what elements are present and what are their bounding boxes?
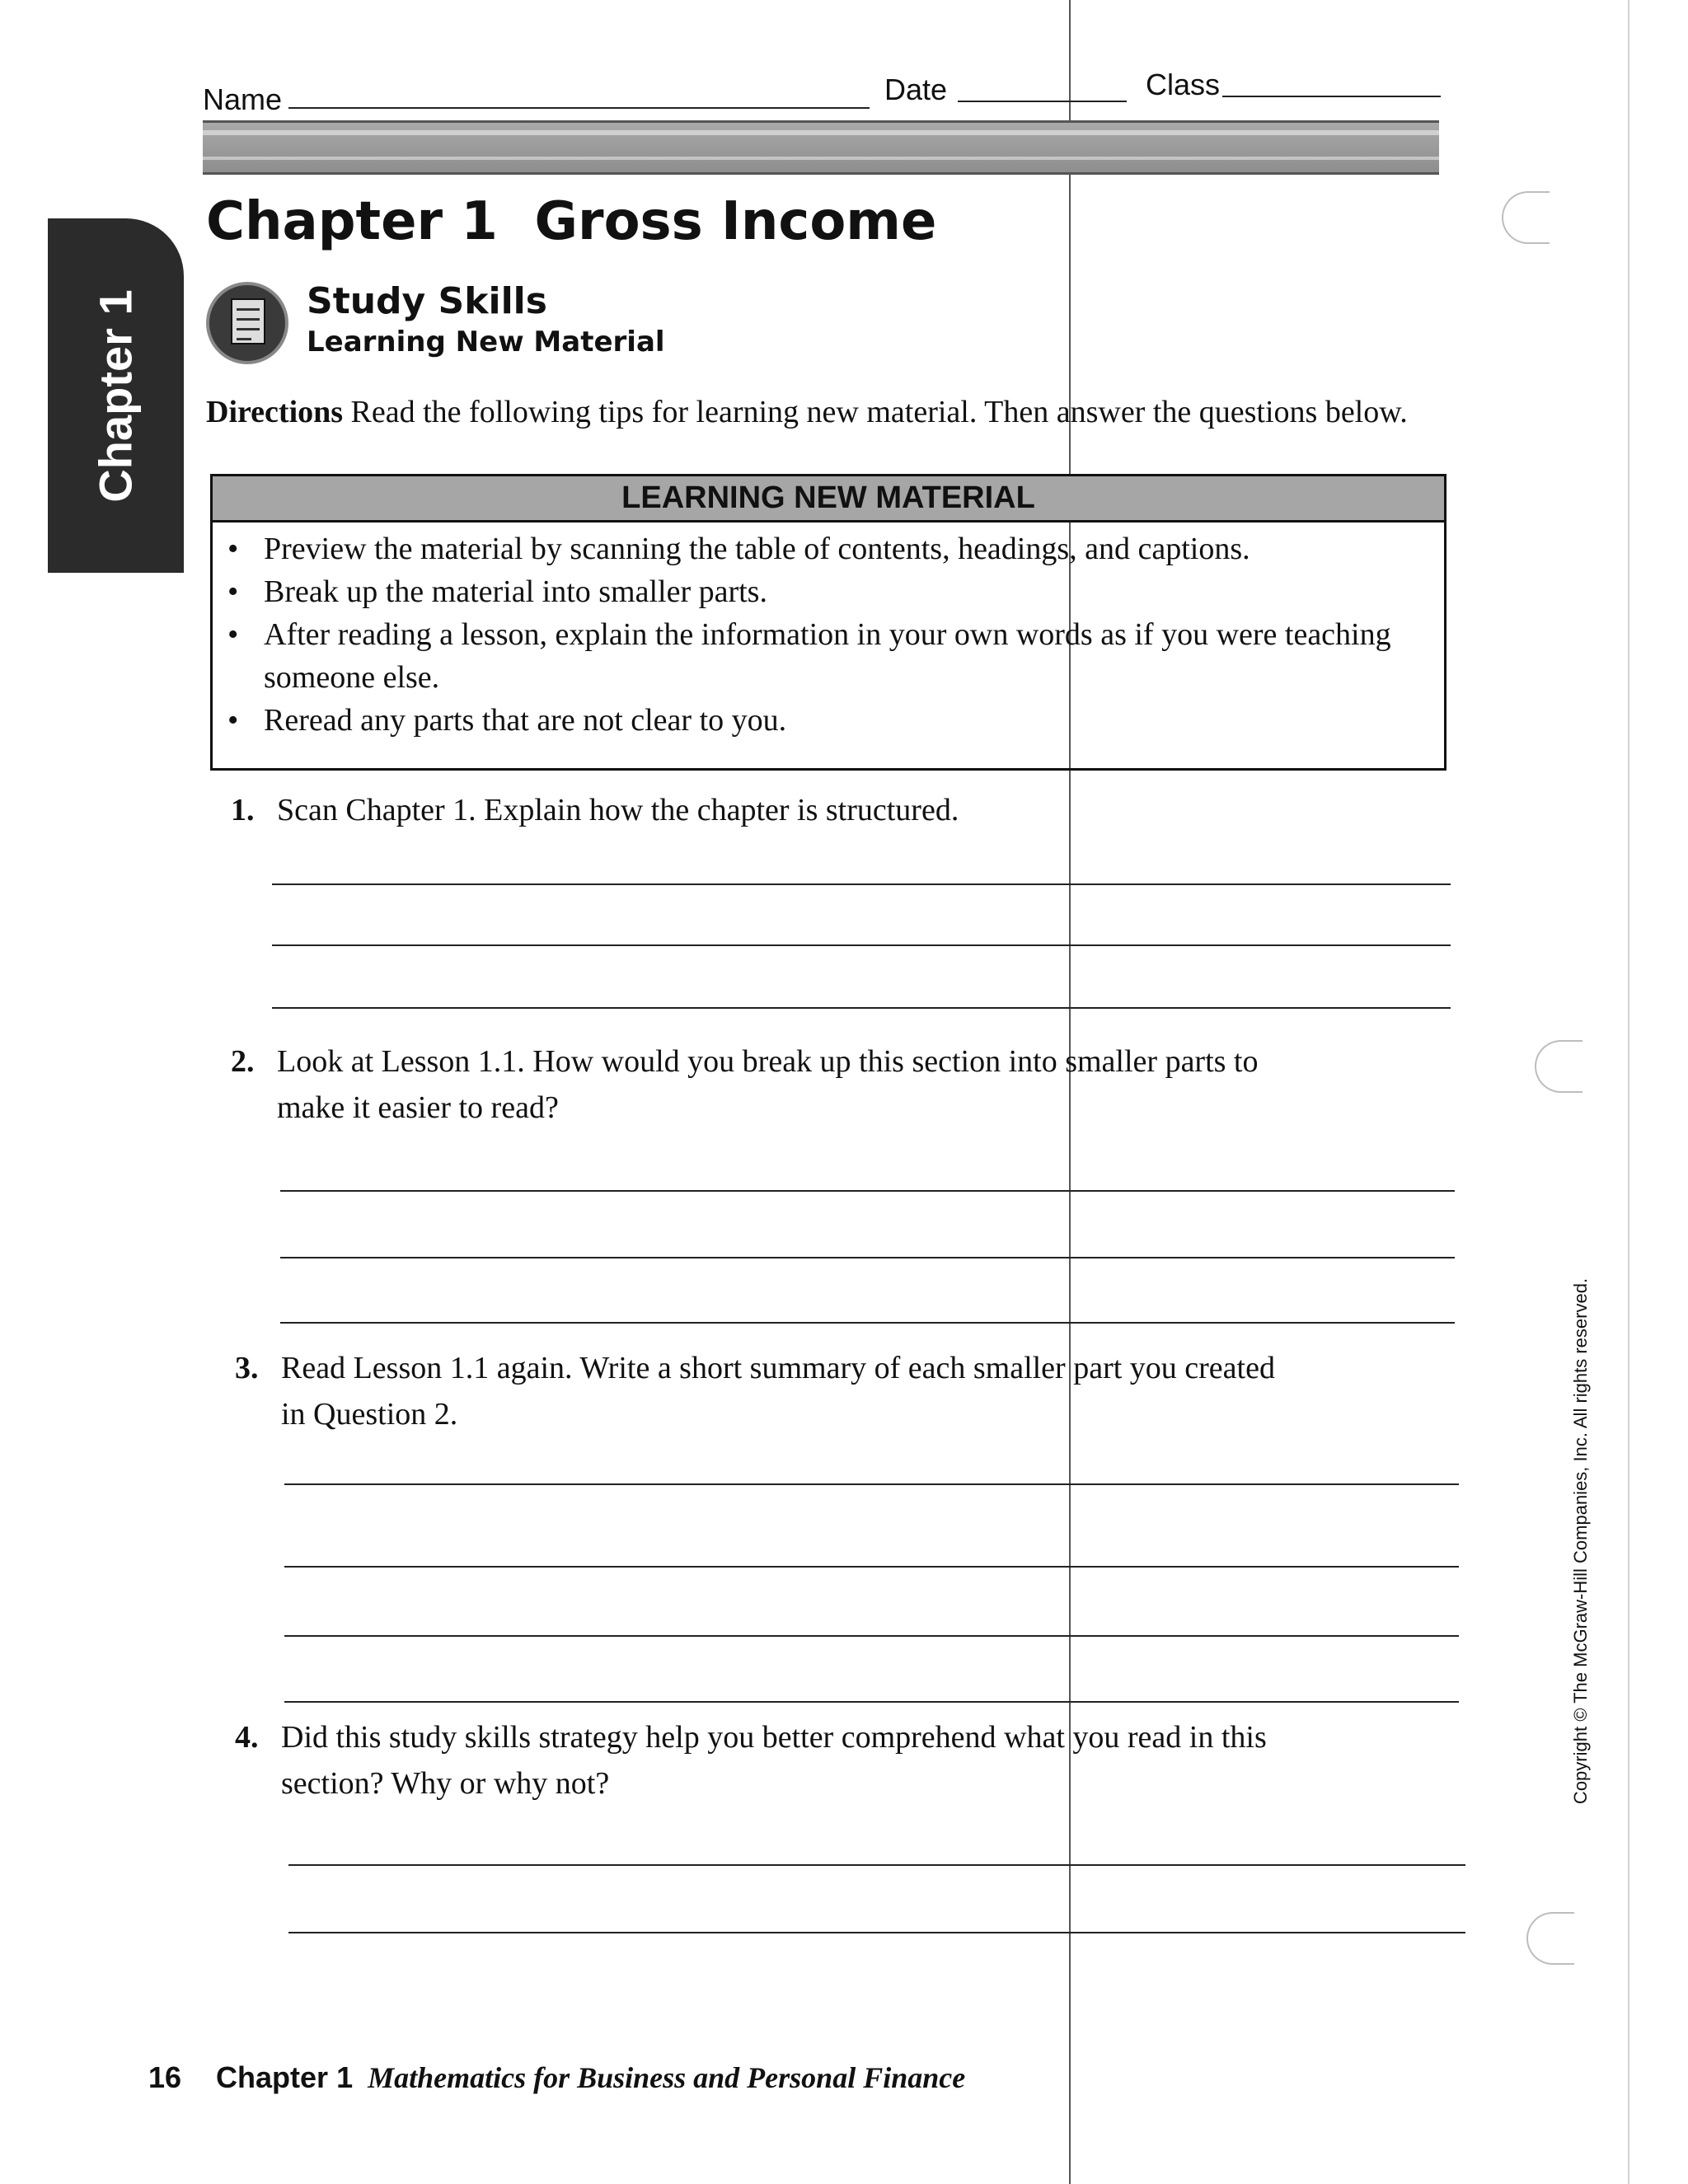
chapter-side-tab-label: Chapter 1 [90, 288, 143, 503]
header-banner [203, 120, 1439, 175]
answer-line[interactable] [280, 1190, 1455, 1192]
tip-item: • Reread any parts that are not clear to you. [223, 699, 1434, 742]
copyright-notice: Copyright © The McGraw-Hill Companies, Inc. All rights reserved. [1570, 1277, 1592, 1805]
tip-item: • After reading a lesson, explain the information in your own words as if you were teaching someone else. [223, 613, 1434, 699]
question-text-continued: section? Why or why not? [281, 1766, 610, 1801]
copyright-wrap [1564, 1277, 1597, 1805]
banner-stripe [203, 157, 1439, 160]
question-2 [231, 1038, 1259, 1131]
directions-text: Read the following tips for learning new material. Then answer the questions below. [350, 395, 1408, 429]
tip-item: • Break up the material into smaller parts. [223, 570, 1434, 613]
answer-line[interactable] [284, 1701, 1459, 1703]
punch-hole [1502, 191, 1550, 244]
study-skills-title: Study Skills [307, 280, 547, 322]
question-number: 4. [235, 1720, 259, 1755]
class-field[interactable] [1222, 96, 1441, 97]
document-icon-line [237, 308, 260, 311]
directions [206, 389, 1442, 435]
document-icon-line [237, 318, 260, 321]
name-field[interactable] [288, 107, 870, 109]
footer-chapter: Chapter 1 [216, 2060, 354, 2094]
document-icon-line [237, 338, 251, 340]
question-number: 2. [231, 1044, 255, 1079]
answer-line[interactable] [284, 1635, 1459, 1637]
study-skills-subtitle: Learning New Material [307, 326, 665, 359]
question-text-continued: make it easier to read? [277, 1090, 559, 1125]
answer-line[interactable] [288, 1932, 1465, 1933]
question-number: 1. [231, 793, 255, 827]
name-label: Name [203, 82, 283, 116]
tips-list [223, 527, 1434, 742]
answer-line[interactable] [272, 944, 1451, 946]
page-footer [148, 2060, 965, 2095]
question-3 [235, 1345, 1275, 1437]
answer-line[interactable] [284, 1566, 1459, 1568]
tips-box-heading: LEARNING NEW MATERIAL [213, 476, 1444, 523]
question-text-continued: in Question 2. [281, 1397, 458, 1432]
answer-line[interactable] [288, 1864, 1465, 1866]
chapter-title: Chapter 1 Gross Income [206, 191, 937, 252]
document-icon-line [237, 328, 260, 330]
date-field[interactable] [958, 101, 1127, 102]
page-number: 16 [148, 2060, 182, 2094]
question-text: Read Lesson 1.1 again. Write a short summary of each smaller part you created [281, 1351, 1275, 1385]
answer-line[interactable] [280, 1322, 1455, 1324]
class-label: Class [1146, 68, 1221, 101]
question-text: Look at Lesson 1.1. How would you break up this section into smaller parts to [277, 1044, 1259, 1079]
question-text: Scan Chapter 1. Explain how the chapter is structured. [277, 793, 959, 827]
punch-hole [1526, 1912, 1574, 1965]
date-label: Date [884, 73, 948, 106]
punch-hole [1535, 1040, 1582, 1093]
answer-line[interactable] [272, 883, 1451, 885]
answer-line[interactable] [284, 1483, 1459, 1485]
question-number: 3. [235, 1351, 259, 1385]
question-1 [231, 787, 959, 833]
answer-line[interactable] [272, 1007, 1451, 1009]
tip-item: • Preview the material by scanning the table of contents, headings, and captions. [223, 527, 1434, 570]
chapter-side-tab-label-wrap [48, 218, 184, 573]
directions-label: Directions [206, 395, 344, 429]
banner-stripe [203, 130, 1439, 135]
page-edge-line [1628, 0, 1629, 2184]
answer-line[interactable] [280, 1257, 1455, 1258]
footer-book-title: Mathematics for Business and Personal Finance [368, 2061, 966, 2094]
question-4 [235, 1714, 1267, 1807]
question-text: Did this study skills strategy help you better comprehend what you read in this [281, 1720, 1267, 1755]
